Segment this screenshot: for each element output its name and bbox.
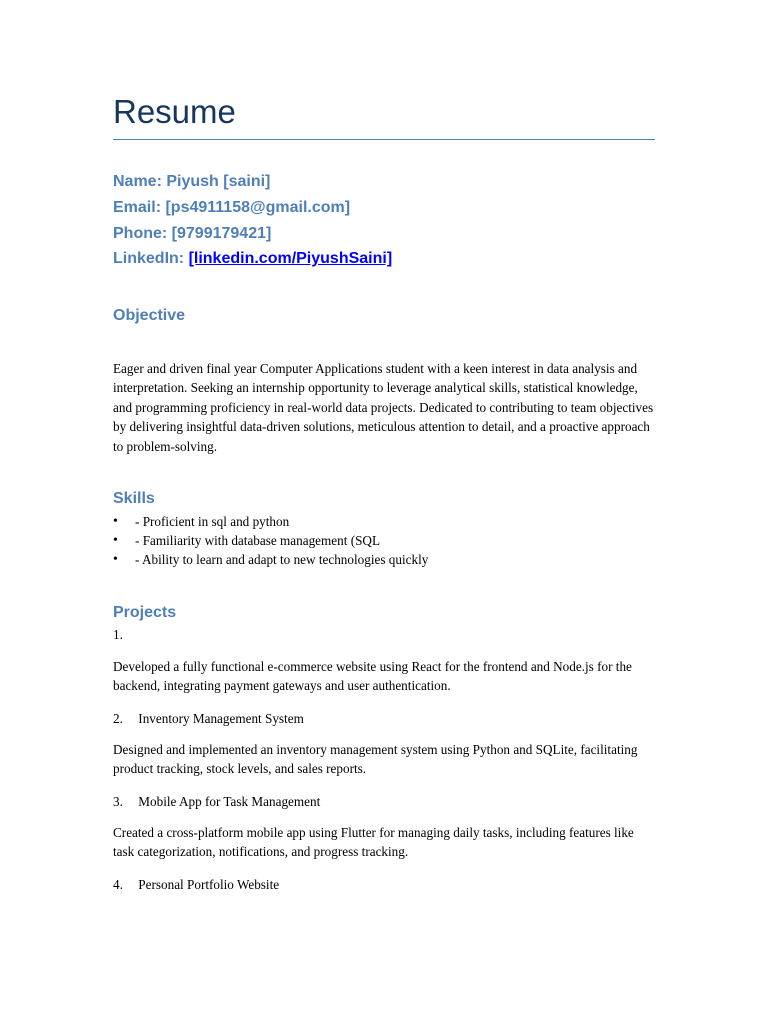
project-name: Inventory Management System [138, 711, 304, 726]
project-number: 4. [113, 877, 123, 892]
phone-label: Phone: [113, 225, 168, 242]
contact-email [113, 198, 350, 218]
skill-item [113, 550, 428, 569]
project-name: Mobile App for Task Management [138, 794, 321, 809]
skill-text: - Proficient in sql and python [135, 514, 290, 529]
name-label: Name: [113, 173, 162, 190]
project-number: 1. [113, 627, 123, 642]
project-item-1 [113, 625, 135, 644]
email-value: [ps4911158@gmail.com] [165, 199, 351, 216]
bullet-icon: • [113, 514, 118, 529]
projects-heading: Projects [113, 604, 177, 621]
project-item-3 [113, 792, 320, 811]
document-title: Resume [113, 93, 236, 130]
skill-text: - Familiarity with database management (SQL [135, 533, 380, 548]
skill-text: - Ability to learn and adapt to new technologies quickly [135, 552, 429, 567]
project-description-2: Designed and implemented an inventory management system using Python and SQLite, facilitating product tracking, stock levels, and sales reports. [113, 742, 638, 777]
skills-list [113, 512, 428, 569]
project-description-1: Developed a fully functional e-commerce website using React for the frontend and Node.js for the backend, integrating payment gateways and user authentication. [113, 659, 632, 694]
project-name: Personal Portfolio Website [138, 877, 280, 892]
objective-text: Eager and driven final year Computer Applications student with a keen interest in data analysis and interpretation. Seeking an internship opportunity to leverage analytical skills, statistical knowledge, and programming proficiency in real-world data projects. Dedicated to contributing to team objectives by delivering insightful data-driven solutions, meticulous attention to detail, and a proactive approach to problem-solving. [113, 361, 654, 454]
phone-value: [9799179421] [171, 225, 272, 242]
skills-heading: Skills [113, 490, 155, 507]
email-label: Email: [113, 199, 162, 216]
contact-linkedin [113, 249, 392, 269]
project-item-2 [113, 709, 304, 728]
project-description-3: Created a cross-platform mobile app using Flutter for managing daily tasks, including features like task categorization, notifications, and progress tracking. [113, 825, 634, 860]
project-number: 2. [113, 711, 123, 726]
objective-heading: Objective [113, 307, 186, 324]
bullet-icon: • [113, 552, 118, 567]
contact-name [113, 172, 270, 192]
title-divider [113, 139, 655, 140]
skill-item [113, 512, 428, 531]
project-item-4 [113, 875, 279, 894]
contact-phone [113, 224, 271, 244]
skill-item [113, 531, 428, 550]
linkedin-label: LinkedIn: [113, 250, 185, 267]
linkedin-link[interactable]: [linkedin.com/PiyushSaini] [188, 250, 393, 267]
name-value: Piyush [saini] [166, 173, 271, 190]
project-number: 3. [113, 794, 123, 809]
bullet-icon: • [113, 533, 118, 548]
